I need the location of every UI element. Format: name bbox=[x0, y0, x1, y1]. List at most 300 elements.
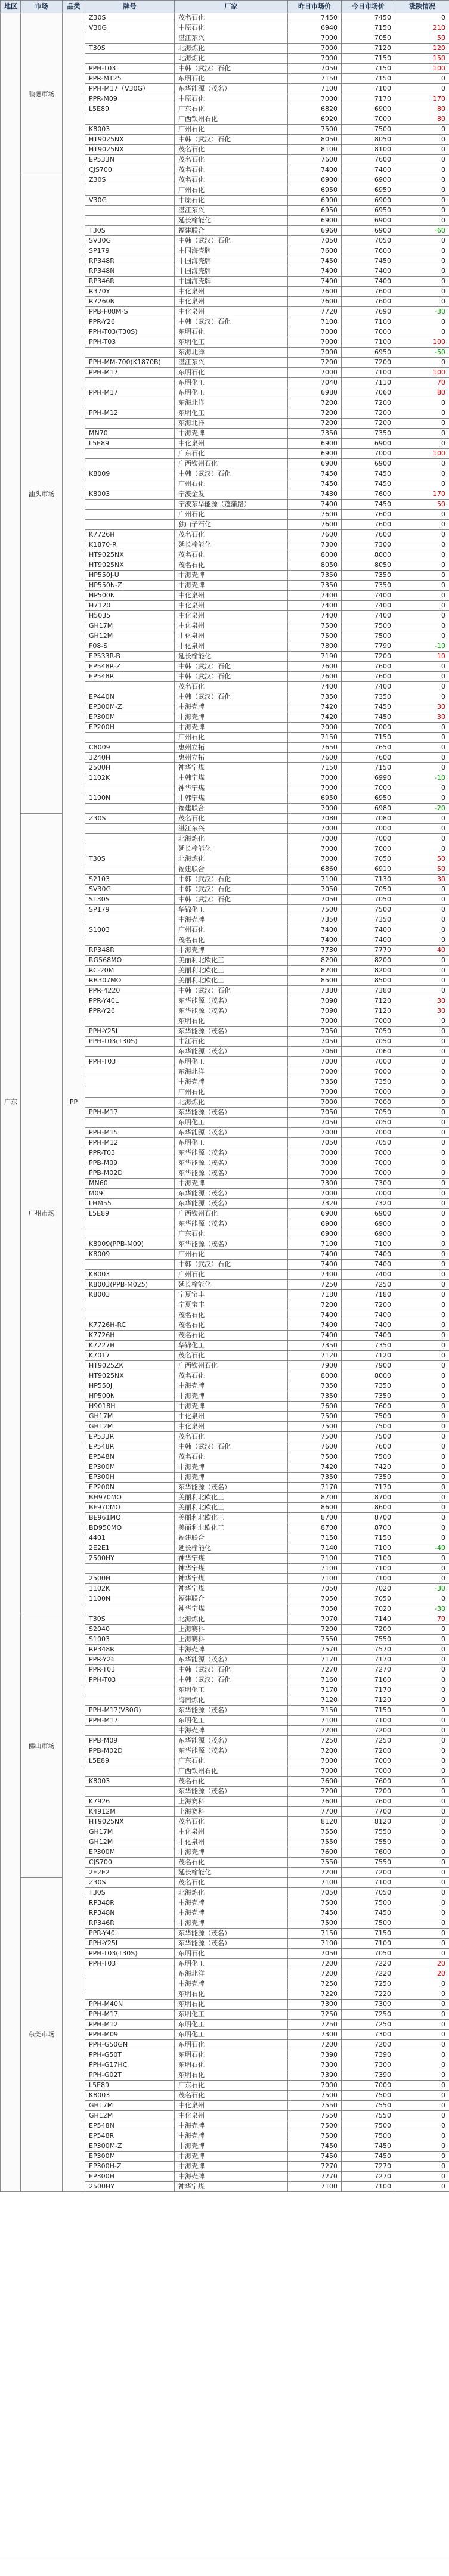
producer-cell: 广州石化 bbox=[175, 733, 288, 743]
grade-cell: PPH-T03(T30S) bbox=[85, 1949, 175, 1959]
producer-cell: 中国海壳牌 bbox=[175, 256, 288, 266]
producer-cell: 美丽利北欧化工 bbox=[175, 956, 288, 966]
producer-cell: 东华能源（茂名） bbox=[175, 1128, 288, 1138]
yesterday-price-cell: 7150 bbox=[288, 733, 342, 743]
today-price-cell: 7250 bbox=[342, 1736, 395, 1746]
change-cell: 50 bbox=[395, 33, 449, 44]
yesterday-price-cell: 7040 bbox=[288, 378, 342, 388]
grade-cell bbox=[85, 1229, 175, 1239]
today-price-cell: 7200 bbox=[342, 1625, 395, 1635]
grade-cell: BD950MO bbox=[85, 1523, 175, 1533]
change-cell: 0 bbox=[395, 1574, 449, 1584]
yesterday-price-cell: 7300 bbox=[288, 2030, 342, 2040]
change-cell: 0 bbox=[395, 1290, 449, 1300]
header-today-price: 今日市场价 bbox=[342, 1, 395, 13]
today-price-cell: 7600 bbox=[342, 520, 395, 530]
header-grade: 牌号 bbox=[85, 1, 175, 13]
producer-cell: 北海炼化 bbox=[175, 1098, 288, 1108]
yesterday-price-cell: 7050 bbox=[288, 1027, 342, 1037]
yesterday-price-cell: 7000 bbox=[288, 368, 342, 378]
grade-cell: GH17M bbox=[85, 1827, 175, 1837]
producer-cell: 东华能源（茂名） bbox=[175, 1027, 288, 1037]
grade-cell: PPH-MM-700(K1870B) bbox=[85, 358, 175, 368]
grade-cell bbox=[85, 682, 175, 692]
grade-cell: T30S bbox=[85, 1614, 175, 1625]
yesterday-price-cell: 7400 bbox=[288, 266, 342, 277]
change-cell: 0 bbox=[395, 1280, 449, 1290]
yesterday-price-cell: 7000 bbox=[288, 1766, 342, 1777]
producer-cell: 上海赛科 bbox=[175, 1807, 288, 1817]
grade-cell: K8003 bbox=[85, 2091, 175, 2101]
grade-cell: HT9025NX bbox=[85, 560, 175, 571]
producer-cell: 延长榆能化 bbox=[175, 1543, 288, 1554]
grade-cell: PPH-M12 bbox=[85, 2020, 175, 2030]
change-cell: 0 bbox=[395, 327, 449, 337]
today-price-cell: 7180 bbox=[342, 1290, 395, 1300]
grade-cell bbox=[85, 206, 175, 216]
today-price-cell: 7250 bbox=[342, 1280, 395, 1290]
yesterday-price-cell: 6900 bbox=[288, 1209, 342, 1219]
change-cell: 20 bbox=[395, 1969, 449, 1979]
yesterday-price-cell: 7070 bbox=[288, 1614, 342, 1625]
yesterday-price-cell: 7350 bbox=[288, 571, 342, 581]
yesterday-price-cell: 7500 bbox=[288, 1432, 342, 1442]
grade-cell: PPH-M17 bbox=[85, 388, 175, 398]
change-cell: 0 bbox=[395, 1300, 449, 1310]
grade-cell: L5E89 bbox=[85, 439, 175, 449]
today-price-cell: 7100 bbox=[342, 1554, 395, 1564]
change-cell: 50 bbox=[395, 854, 449, 864]
today-price-cell: 7100 bbox=[342, 337, 395, 348]
today-price-cell: 7200 bbox=[342, 1787, 395, 1797]
today-price-cell: 7500 bbox=[342, 2091, 395, 2101]
grade-cell: CJS700 bbox=[85, 1858, 175, 1868]
change-cell: 0 bbox=[395, 2000, 449, 2010]
grade-cell bbox=[85, 1685, 175, 1695]
yesterday-price-cell: 7270 bbox=[288, 2162, 342, 2172]
grade-cell: PPH-M40N bbox=[85, 2000, 175, 2010]
yesterday-price-cell: 7400 bbox=[288, 277, 342, 287]
today-price-cell: 6950 bbox=[342, 348, 395, 358]
change-cell: 0 bbox=[395, 145, 449, 155]
producer-cell: 中海壳牌 bbox=[175, 2141, 288, 2152]
grade-cell bbox=[85, 864, 175, 875]
yesterday-price-cell: 7080 bbox=[288, 814, 342, 824]
producer-cell: 东明化工 bbox=[175, 337, 288, 348]
grade-cell: RP348R bbox=[85, 256, 175, 266]
change-cell: 70 bbox=[395, 378, 449, 388]
grade-cell: PPH-T03 bbox=[85, 1675, 175, 1685]
yesterday-price-cell: 7700 bbox=[288, 1807, 342, 1817]
change-cell: 100 bbox=[395, 368, 449, 378]
producer-cell: 广州石化 bbox=[175, 1250, 288, 1260]
today-price-cell: 7020 bbox=[342, 1604, 395, 1614]
yesterday-price-cell: 7000 bbox=[288, 1168, 342, 1179]
producer-cell: 宁夏宝丰 bbox=[175, 1290, 288, 1300]
today-price-cell: 7000 bbox=[342, 1189, 395, 1199]
yesterday-price-cell: 6900 bbox=[288, 449, 342, 459]
producer-cell: 中海壳牌 bbox=[175, 2162, 288, 2172]
grade-cell: H5035 bbox=[85, 611, 175, 621]
yesterday-price-cell: 6900 bbox=[288, 1219, 342, 1229]
header-change: 涨跌情况 bbox=[395, 1, 449, 13]
change-cell: 30 bbox=[395, 875, 449, 885]
producer-cell: 东明石化 bbox=[175, 74, 288, 84]
yesterday-price-cell: 7450 bbox=[288, 479, 342, 489]
producer-cell: 东华能源（茂名） bbox=[175, 1168, 288, 1179]
change-cell: 0 bbox=[395, 459, 449, 469]
market-cell: 东莞市场 bbox=[21, 1878, 63, 2192]
yesterday-price-cell: 7500 bbox=[288, 621, 342, 631]
producer-cell: 茂名石化 bbox=[175, 155, 288, 165]
producer-cell: 神华宁煤 bbox=[175, 1584, 288, 1594]
yesterday-price-cell: 7550 bbox=[288, 1858, 342, 1868]
grade-cell: HP550J bbox=[85, 1381, 175, 1391]
change-cell: 120 bbox=[395, 44, 449, 54]
grade-cell: EP548N bbox=[85, 1452, 175, 1462]
grade-cell bbox=[85, 54, 175, 64]
change-cell: 0 bbox=[395, 925, 449, 935]
change-cell: 80 bbox=[395, 388, 449, 398]
change-cell: 80 bbox=[395, 104, 449, 114]
change-cell: -30 bbox=[395, 1604, 449, 1614]
market-cell: 佛山市场 bbox=[21, 1614, 63, 1878]
producer-cell: 神华宁煤 bbox=[175, 1574, 288, 1584]
grade-cell: Z30S bbox=[85, 13, 175, 23]
producer-cell: 中海壳牌 bbox=[175, 2121, 288, 2131]
yesterday-price-cell: 7000 bbox=[288, 773, 342, 783]
today-price-cell: 7200 bbox=[342, 652, 395, 662]
today-price-cell: 7200 bbox=[342, 1726, 395, 1736]
grade-cell: EP548N bbox=[85, 2121, 175, 2131]
grade-cell: PPH-Y25L bbox=[85, 1027, 175, 1037]
grade-cell: K8003 bbox=[85, 125, 175, 135]
change-cell: 0 bbox=[395, 1128, 449, 1138]
yesterday-price-cell: 7090 bbox=[288, 996, 342, 1006]
yesterday-price-cell: 7250 bbox=[288, 2020, 342, 2030]
yesterday-price-cell: 8050 bbox=[288, 135, 342, 145]
change-cell: 0 bbox=[395, 824, 449, 834]
change-cell: 0 bbox=[395, 1067, 449, 1077]
change-cell: 0 bbox=[395, 530, 449, 540]
grade-cell bbox=[85, 1969, 175, 1979]
producer-cell: 福建联合 bbox=[175, 1594, 288, 1604]
producer-cell: 东华能源（茂名） bbox=[175, 1787, 288, 1797]
today-price-cell: 7200 bbox=[342, 1746, 395, 1756]
yesterday-price-cell: 7200 bbox=[288, 2040, 342, 2050]
today-price-cell: 7150 bbox=[342, 763, 395, 773]
yesterday-price-cell: 7000 bbox=[288, 804, 342, 814]
today-price-cell: 7400 bbox=[342, 935, 395, 946]
today-price-cell: 7350 bbox=[342, 1391, 395, 1402]
today-price-cell: 7150 bbox=[342, 733, 395, 743]
change-cell: 0 bbox=[395, 905, 449, 915]
grade-cell bbox=[85, 1098, 175, 1108]
grade-cell: V30G bbox=[85, 196, 175, 206]
grade-cell: PPR-Y26 bbox=[85, 1655, 175, 1665]
change-cell: 0 bbox=[395, 1239, 449, 1250]
change-cell: 0 bbox=[395, 966, 449, 976]
producer-cell: 美丽利北欧化工 bbox=[175, 966, 288, 976]
producer-cell: 中韩（武汉）石化 bbox=[175, 1665, 288, 1675]
change-cell: 0 bbox=[395, 2030, 449, 2040]
today-price-cell: 6910 bbox=[342, 864, 395, 875]
today-price-cell: 7400 bbox=[342, 277, 395, 287]
grade-cell: PPR-M09 bbox=[85, 94, 175, 104]
grade-cell bbox=[85, 378, 175, 388]
change-cell: 0 bbox=[395, 1016, 449, 1027]
change-cell: 0 bbox=[395, 723, 449, 733]
grade-cell: PPR-Y40L bbox=[85, 1929, 175, 1939]
producer-cell: 神华宁煤 bbox=[175, 783, 288, 793]
producer-cell: 东明化工 bbox=[175, 1138, 288, 1148]
change-cell: 0 bbox=[395, 1756, 449, 1766]
grade-cell: K7227H bbox=[85, 1341, 175, 1351]
producer-cell: 延长榆能化 bbox=[175, 1868, 288, 1878]
producer-cell: 广东石化 bbox=[175, 449, 288, 459]
change-cell: 0 bbox=[395, 1868, 449, 1878]
producer-cell: 中国海壳牌 bbox=[175, 246, 288, 256]
today-price-cell: 7450 bbox=[342, 2152, 395, 2162]
producer-cell: 北海炼化 bbox=[175, 54, 288, 64]
today-price-cell: 6990 bbox=[342, 773, 395, 783]
grade-cell: HT9025NX bbox=[85, 135, 175, 145]
change-cell: 0 bbox=[395, 1310, 449, 1320]
yesterday-price-cell: 7100 bbox=[288, 1554, 342, 1564]
yesterday-price-cell: 7000 bbox=[288, 844, 342, 854]
producer-cell: 茂名石化 bbox=[175, 560, 288, 571]
today-price-cell: 6900 bbox=[342, 104, 395, 114]
grade-cell: C8009 bbox=[85, 743, 175, 753]
grade-cell bbox=[85, 915, 175, 925]
today-price-cell: 7150 bbox=[342, 23, 395, 33]
grade-cell bbox=[85, 1979, 175, 1989]
table-footer bbox=[0, 2558, 449, 2576]
grade-cell: GH17M bbox=[85, 2101, 175, 2111]
change-cell: 0 bbox=[395, 1939, 449, 1949]
today-price-cell: 7450 bbox=[342, 2141, 395, 2152]
producer-cell: 东海北洋 bbox=[175, 1969, 288, 1979]
change-cell: 0 bbox=[395, 1118, 449, 1128]
yesterday-price-cell: 8700 bbox=[288, 1493, 342, 1503]
grade-cell: MN70 bbox=[85, 429, 175, 439]
today-price-cell: 7100 bbox=[342, 1564, 395, 1574]
change-cell: -50 bbox=[395, 348, 449, 358]
producer-cell: 茂名石化 bbox=[175, 175, 288, 185]
yesterday-price-cell: 7000 bbox=[288, 1098, 342, 1108]
today-price-cell: 7550 bbox=[342, 1858, 395, 1868]
today-price-cell: 7000 bbox=[342, 783, 395, 793]
grade-cell: K7726H bbox=[85, 1331, 175, 1341]
grade-cell: PPR-Y26 bbox=[85, 317, 175, 327]
yesterday-price-cell: 7350 bbox=[288, 692, 342, 702]
grade-cell: K7726H bbox=[85, 530, 175, 540]
today-price-cell: 7450 bbox=[342, 1908, 395, 1918]
producer-cell: 中海壳牌 bbox=[175, 1898, 288, 1908]
today-price-cell: 7150 bbox=[342, 54, 395, 64]
producer-cell: 东明石化 bbox=[175, 2050, 288, 2060]
grade-cell bbox=[85, 935, 175, 946]
producer-cell: 广州石化 bbox=[175, 925, 288, 935]
producer-cell: 东海北洋 bbox=[175, 419, 288, 429]
yesterday-price-cell: 7270 bbox=[288, 1665, 342, 1675]
grade-cell: CJS700 bbox=[85, 165, 175, 175]
change-cell: 0 bbox=[395, 317, 449, 327]
change-cell: -30 bbox=[395, 307, 449, 317]
producer-cell: 东明化工 bbox=[175, 2010, 288, 2020]
today-price-cell: 7350 bbox=[342, 692, 395, 702]
change-cell: 0 bbox=[395, 206, 449, 216]
yesterday-price-cell: 7250 bbox=[288, 1280, 342, 1290]
today-price-cell: 7550 bbox=[342, 2101, 395, 2111]
producer-cell: 中化泉州 bbox=[175, 631, 288, 641]
change-cell: 0 bbox=[395, 2141, 449, 2152]
grade-cell: 2500H bbox=[85, 1574, 175, 1584]
change-cell: 0 bbox=[395, 1989, 449, 2000]
grade-cell: PPH-G02T bbox=[85, 2070, 175, 2081]
change-cell: 0 bbox=[395, 277, 449, 287]
change-cell: 0 bbox=[395, 1726, 449, 1736]
yesterday-price-cell: 7600 bbox=[288, 1442, 342, 1452]
change-cell: 0 bbox=[395, 1493, 449, 1503]
producer-cell: 中化泉州 bbox=[175, 611, 288, 621]
change-cell: 0 bbox=[395, 672, 449, 682]
today-price-cell: 7050 bbox=[342, 1118, 395, 1128]
change-cell: 0 bbox=[395, 1351, 449, 1361]
today-price-cell: 7450 bbox=[342, 13, 395, 23]
change-cell: 0 bbox=[395, 2131, 449, 2141]
grade-cell: PPH-G50T bbox=[85, 2050, 175, 2060]
producer-cell: 广州石化 bbox=[175, 125, 288, 135]
yesterday-price-cell: 7450 bbox=[288, 2141, 342, 2152]
grade-cell bbox=[85, 449, 175, 459]
producer-cell: 广州石化 bbox=[175, 185, 288, 196]
producer-cell: 广州石化 bbox=[175, 510, 288, 520]
today-price-cell: 6900 bbox=[342, 439, 395, 449]
today-price-cell: 6900 bbox=[342, 459, 395, 469]
grade-cell: 2500H bbox=[85, 763, 175, 773]
grade-cell bbox=[85, 459, 175, 469]
yesterday-price-cell: 7000 bbox=[288, 2081, 342, 2091]
grade-cell: R370Y bbox=[85, 287, 175, 297]
producer-cell: 茂名石化 bbox=[175, 1351, 288, 1361]
yesterday-price-cell: 7400 bbox=[288, 925, 342, 935]
producer-cell: 北海炼化 bbox=[175, 1614, 288, 1625]
grade-cell bbox=[85, 1067, 175, 1077]
yesterday-price-cell: 7350 bbox=[288, 1381, 342, 1391]
change-cell: 170 bbox=[395, 94, 449, 104]
yesterday-price-cell: 7000 bbox=[288, 723, 342, 733]
change-cell: 0 bbox=[395, 185, 449, 196]
grade-cell bbox=[85, 783, 175, 793]
grade-cell: PPR-4220 bbox=[85, 986, 175, 996]
yesterday-price-cell: 7450 bbox=[288, 13, 342, 23]
grade-cell: K8003(PPB-M025) bbox=[85, 1280, 175, 1290]
grade-cell: PPH-G50GN bbox=[85, 2040, 175, 2050]
today-price-cell: 7060 bbox=[342, 388, 395, 398]
grade-cell: MN60 bbox=[85, 1179, 175, 1189]
producer-cell: 神华宁煤 bbox=[175, 2182, 288, 2192]
change-cell: 0 bbox=[395, 743, 449, 753]
grade-cell: EP440N bbox=[85, 692, 175, 702]
yesterday-price-cell: 7350 bbox=[288, 1391, 342, 1402]
today-price-cell: 7150 bbox=[342, 74, 395, 84]
change-cell: 0 bbox=[395, 175, 449, 185]
producer-cell: 中海壳牌 bbox=[175, 1726, 288, 1736]
today-price-cell: 8000 bbox=[342, 550, 395, 560]
grade-cell bbox=[85, 114, 175, 125]
yesterday-price-cell: 7600 bbox=[288, 297, 342, 307]
grade-cell: RP348R bbox=[85, 1645, 175, 1655]
grade-cell: L5E89 bbox=[85, 2081, 175, 2091]
yesterday-price-cell: 6900 bbox=[288, 216, 342, 226]
change-cell: 0 bbox=[395, 196, 449, 206]
change-cell: 0 bbox=[395, 74, 449, 84]
yesterday-price-cell: 7000 bbox=[288, 94, 342, 104]
producer-cell: 东明石化 bbox=[175, 2060, 288, 2070]
grade-cell bbox=[85, 1726, 175, 1736]
change-cell: 0 bbox=[395, 550, 449, 560]
change-cell: 0 bbox=[395, 1158, 449, 1168]
yesterday-price-cell: 7000 bbox=[288, 1756, 342, 1766]
grade-cell: PPH-M15 bbox=[85, 1128, 175, 1138]
grade-cell: HT9025NX bbox=[85, 550, 175, 560]
yesterday-price-cell: 7100 bbox=[288, 1716, 342, 1726]
yesterday-price-cell: 7000 bbox=[288, 1128, 342, 1138]
today-price-cell: 7050 bbox=[342, 1037, 395, 1047]
today-price-cell: 7600 bbox=[342, 1402, 395, 1412]
yesterday-price-cell: 7200 bbox=[288, 1300, 342, 1310]
grade-cell: EP300H bbox=[85, 2172, 175, 2182]
today-price-cell: 7000 bbox=[342, 1067, 395, 1077]
today-price-cell: 7900 bbox=[342, 1361, 395, 1371]
change-cell: 0 bbox=[395, 1219, 449, 1229]
today-price-cell: 6900 bbox=[342, 175, 395, 185]
change-cell: 0 bbox=[395, 682, 449, 692]
change-cell: 0 bbox=[395, 1442, 449, 1452]
grade-cell: PPH-T03(T30S) bbox=[85, 1037, 175, 1047]
producer-cell: 宁波东华能源（蓬蒲路） bbox=[175, 500, 288, 510]
producer-cell: 美丽利北欧化工 bbox=[175, 1513, 288, 1523]
change-cell: 0 bbox=[395, 165, 449, 175]
today-price-cell: 7500 bbox=[342, 1412, 395, 1422]
today-price-cell: 7050 bbox=[342, 33, 395, 44]
producer-cell: 茂名石化 bbox=[175, 165, 288, 175]
grade-cell: K8003 bbox=[85, 489, 175, 500]
change-cell: 100 bbox=[395, 337, 449, 348]
yesterday-price-cell: 6900 bbox=[288, 1229, 342, 1239]
today-price-cell: 7170 bbox=[342, 1685, 395, 1695]
producer-cell: 湛江东兴 bbox=[175, 824, 288, 834]
today-price-cell: 7250 bbox=[342, 2010, 395, 2020]
today-price-cell: 7300 bbox=[342, 2030, 395, 2040]
producer-cell: 神华宁煤 bbox=[175, 1554, 288, 1564]
producer-cell: 东海北洋 bbox=[175, 398, 288, 408]
grade-cell bbox=[85, 1087, 175, 1098]
change-cell: 0 bbox=[395, 1554, 449, 1564]
today-price-cell: 7050 bbox=[342, 895, 395, 905]
change-cell: 0 bbox=[395, 1878, 449, 1888]
yesterday-price-cell: 8500 bbox=[288, 976, 342, 986]
yesterday-price-cell: 8200 bbox=[288, 966, 342, 976]
grade-cell bbox=[85, 1564, 175, 1574]
change-cell: 0 bbox=[395, 84, 449, 94]
yesterday-price-cell: 6860 bbox=[288, 864, 342, 875]
today-price-cell: 7150 bbox=[342, 64, 395, 74]
today-price-cell: 7550 bbox=[342, 1837, 395, 1847]
yesterday-price-cell: 7100 bbox=[288, 317, 342, 327]
today-price-cell: 7100 bbox=[342, 1878, 395, 1888]
